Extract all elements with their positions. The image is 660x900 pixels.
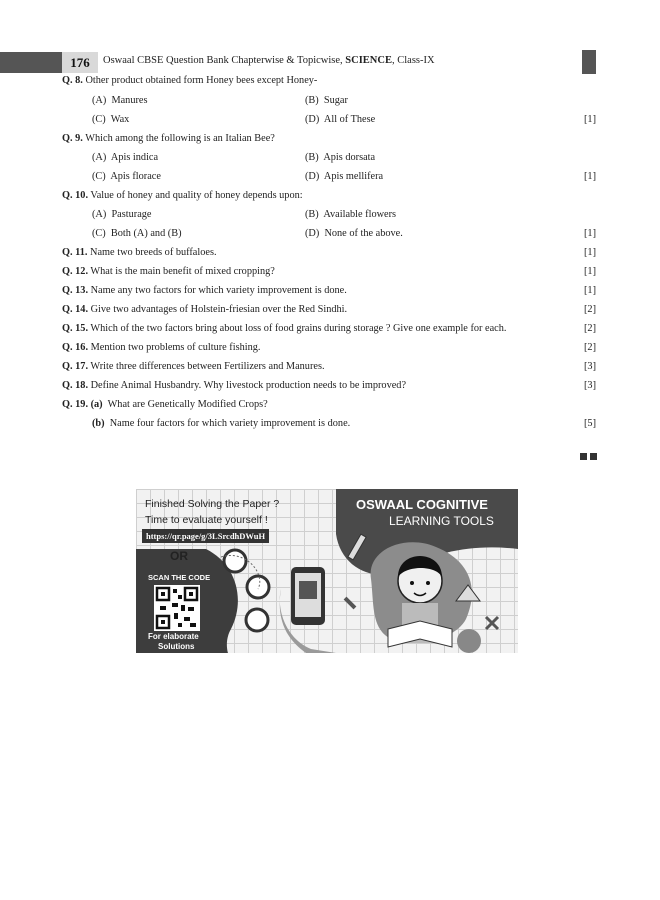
promo-banner [136, 489, 518, 653]
banner-solutions: Solutions [158, 642, 195, 651]
q8-option-d: (D) All of These [305, 114, 376, 125]
header-bar-left [0, 52, 62, 73]
page-number: 176 [62, 52, 98, 73]
q14-marks: [2] [584, 304, 597, 315]
end-marker [590, 453, 597, 460]
q9-option-c: (C) Apis florace [92, 171, 161, 182]
end-marker [580, 453, 587, 460]
question-18: Q. 18. Define Animal Husbandry. Why livestock production needs to be improved? [62, 380, 407, 391]
banner-line-2: Time to evaluate yourself ! [145, 514, 268, 526]
q8-option-a: (A) Manures [92, 95, 148, 106]
q8-option-c: (C) Wax [92, 114, 130, 125]
q9-marks: [1] [584, 171, 597, 182]
q9-option-b: (B) Apis dorsata [305, 152, 376, 163]
scan-the-code: SCAN THE CODE [148, 573, 211, 582]
q19-marks: [5] [584, 418, 597, 429]
banner-for-elaborate: For elaborate [148, 632, 199, 641]
question-9: Q. 9. Which among the following is an Italian Bee? [62, 133, 275, 144]
question-14: Q. 14. Give two advantages of Holstein-friesian over the Red Sindhi. [62, 304, 348, 315]
banner-url[interactable]: https://qr.page/g/3LSrcdhDWuH [142, 529, 269, 543]
question-8: Q. 8. Other product obtained form Honey bees except Honey- [62, 75, 318, 86]
q16-marks: [2] [584, 342, 597, 353]
question-13: Q. 13. Name any two factors for which variety improvement is done. [62, 285, 347, 296]
question-16: Q. 16. Mention two problems of culture fishing. [62, 342, 261, 353]
q8-marks: [1] [584, 114, 597, 125]
question-15: Q. 15. Which of the two factors bring about loss of food grains during storage ? Give one example for each. [62, 323, 507, 334]
header-bar-right [582, 50, 596, 74]
brand-subtitle: LEARNING TOOLS [389, 514, 494, 528]
q10-option-d: (D) None of the above. [305, 228, 403, 239]
q9-option-a: (A) Apis indica [92, 152, 159, 163]
question-12: Q. 12. What is the main benefit of mixed cropping? [62, 266, 275, 277]
q13-marks: [1] [584, 285, 597, 296]
question-11: Q. 11. Name two breeds of buffaloes. [62, 247, 217, 258]
q10-option-b: (B) Available flowers [305, 209, 397, 220]
banner-or: OR [170, 549, 188, 563]
q10-option-c: (C) Both (A) and (B) [92, 228, 182, 239]
q15-marks: [2] [584, 323, 597, 334]
question-10: Q. 10. Value of honey and quality of honey depends upon: [62, 190, 303, 201]
page-header-title: Oswaal CBSE Question Bank Chapterwise & Topicwise, SCIENCE, Class-IX [103, 55, 435, 66]
q17-marks: [3] [584, 361, 597, 372]
brand-title: OSWAAL COGNITIVE [356, 497, 488, 512]
q18-marks: [3] [584, 380, 597, 391]
q8-option-b: (B) Sugar [305, 95, 348, 106]
q12-marks: [1] [584, 266, 597, 277]
banner-line-1: Finished Solving the Paper ? [145, 498, 280, 510]
q9-option-d: (D) Apis mellifera [305, 171, 384, 182]
qr-code-icon[interactable] [154, 585, 200, 631]
q11-marks: [1] [584, 247, 597, 258]
question-17: Q. 17. Write three differences between Fertilizers and Manures. [62, 361, 325, 372]
q10-option-a: (A) Pasturage [92, 209, 152, 220]
q10-marks: [1] [584, 228, 597, 239]
question-19-part-b: (b) Name four factors for which variety improvement is done. [92, 418, 351, 429]
question-19: Q. 19. (a) What are Genetically Modified Crops? [62, 399, 268, 410]
